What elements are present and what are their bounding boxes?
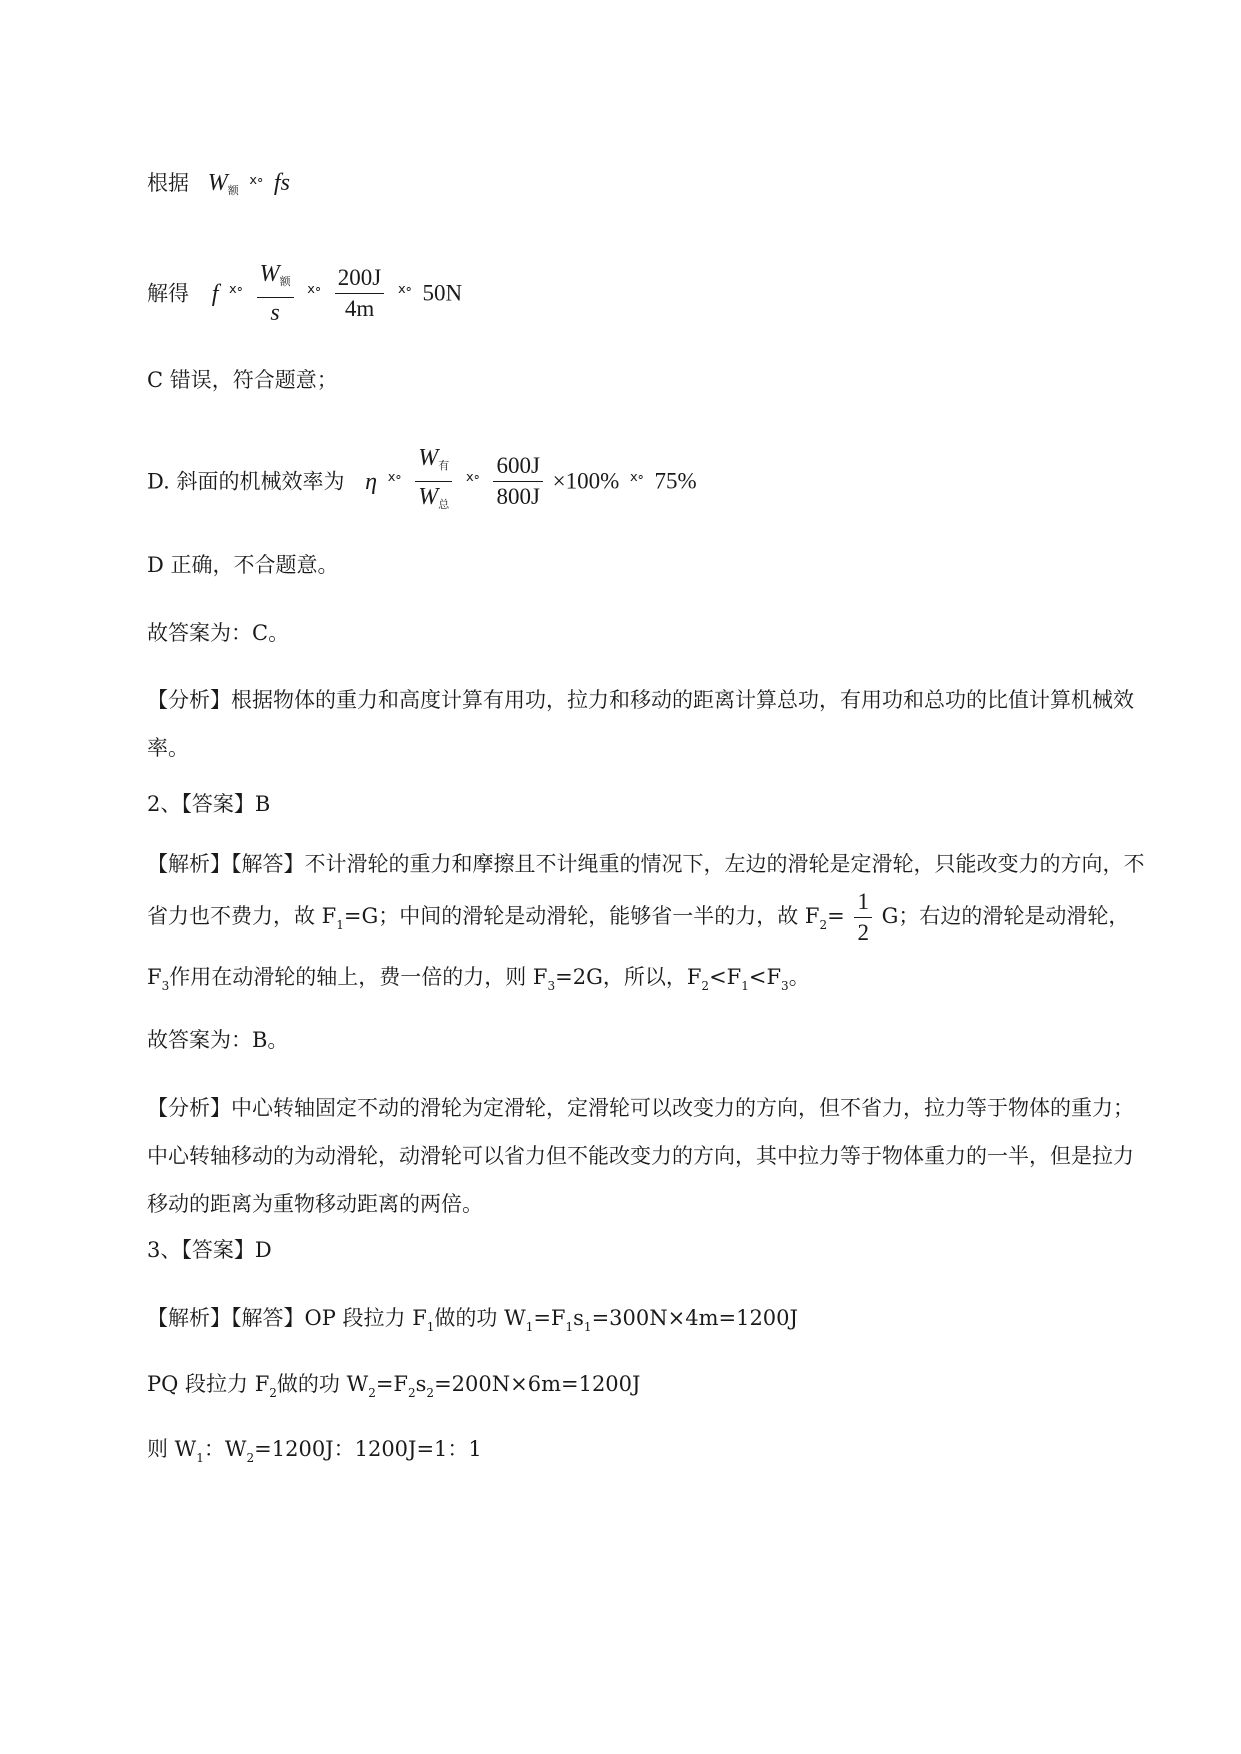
fraction-useful-over-total	[415, 446, 452, 517]
fraction-200j-over-4m	[335, 266, 384, 321]
fraction-w-over-s	[257, 262, 294, 325]
text-segment: 做的功 W	[434, 1306, 526, 1330]
equals-glyph: ⅹ∘	[249, 172, 264, 187]
subscript: 1	[196, 1451, 204, 1465]
text-segment: 。	[788, 965, 810, 989]
subscript: 2	[368, 1386, 376, 1400]
text-segment: =2G，所以，F	[555, 965, 702, 989]
text-segment: 作用在动滑轮的轴上，费一倍的力，则 F	[169, 965, 548, 989]
paragraph-d-correct: D 正确，不合题意。	[147, 553, 339, 577]
text-segment: F	[147, 965, 162, 989]
fraction-denominator: 4m	[344, 296, 375, 321]
paragraph-work-op	[147, 1306, 798, 1339]
subscript: 3	[547, 979, 556, 993]
text-segment: s	[415, 1372, 427, 1396]
text-segment: =300N×4m=1200J	[591, 1306, 798, 1330]
equals-glyph: ⅹ∘	[387, 469, 402, 484]
text-segment: PQ 段拉力 F	[147, 1372, 270, 1396]
paragraph-answer-b: 故答案为：B。	[147, 1028, 289, 1052]
text-segment: ：W	[203, 1437, 247, 1461]
fraction-numerator-subscript: 额	[279, 275, 291, 288]
subscript: 1	[583, 1320, 592, 1334]
equals-glyph: ⅹ∘	[465, 469, 480, 484]
text-segment: 做的功 W	[276, 1372, 369, 1396]
fraction-numerator-subscript: 有	[438, 459, 450, 472]
formula-prefix: D. 斜面的机械效率为	[147, 469, 345, 494]
fraction-denominator: s	[270, 300, 280, 326]
text-segment: s	[573, 1306, 584, 1330]
formula-result: 50N	[422, 280, 463, 306]
formula-rhs: fs	[273, 170, 290, 196]
symbol-w-subscript: 额	[227, 184, 239, 197]
heading-answer-2: 2、【答案】B	[147, 792, 271, 816]
text-segment: 【解析】【解答】不计滑轮的重力和摩擦且不计绳重的情况下，左边的滑轮是定滑轮，只能改变力的方向，不省力也不费力，故 F	[147, 852, 1145, 928]
formula-line-extra-work	[147, 168, 290, 203]
text-segment: G；右边的滑轮是动滑轮，	[881, 904, 1130, 928]
fraction-numerator: 1	[854, 890, 872, 918]
paragraph-answer-c: 故答案为：C。	[147, 621, 290, 645]
fraction-numerator: 200J	[335, 266, 384, 294]
fraction-numerator: W	[418, 445, 439, 471]
equals-glyph: ⅹ∘	[229, 281, 243, 296]
fraction-denominator: 2	[857, 920, 869, 945]
subscript: 1	[565, 1320, 574, 1334]
symbol-w: W	[207, 170, 228, 196]
symbol-eta: η	[365, 468, 378, 495]
paragraph-work-pq	[147, 1372, 640, 1405]
subscript: 2	[701, 979, 710, 993]
subscript: 1	[426, 1320, 435, 1334]
formula-line-solve-f	[147, 262, 462, 325]
subscript: 2	[269, 1386, 277, 1400]
formula-prefix: 根据	[147, 171, 189, 195]
symbol-f: f	[211, 280, 219, 307]
formula-multiplier: ×100%	[552, 468, 620, 494]
subscript: 2	[819, 918, 828, 932]
paragraph-c-wrong: C 错误，符合题意；	[147, 368, 338, 392]
text-segment: =F	[533, 1306, 566, 1330]
formula-result: 75%	[654, 468, 697, 494]
subscript: 2	[246, 1451, 255, 1465]
subscript: 3	[781, 979, 789, 993]
subscript: 1	[741, 979, 749, 993]
heading-answer-3: 3、【答案】D	[147, 1238, 272, 1262]
subscript: 1	[336, 918, 344, 932]
subscript: 3	[161, 979, 170, 993]
fraction-denominator: 800J	[496, 484, 540, 509]
text-segment: =1200J：1200J=1：1	[254, 1437, 482, 1461]
paragraph-explanation-2	[147, 838, 1147, 1012]
equals-glyph: ⅹ∘	[397, 281, 412, 296]
subscript: 2	[408, 1386, 416, 1400]
equals-glyph: ⅹ∘	[307, 281, 322, 296]
fraction-600j-over-800j	[493, 454, 542, 509]
subscript: 2	[426, 1386, 435, 1400]
subscript: 1	[525, 1320, 534, 1334]
paragraph-analysis-1: 【分析】根据物体的重力和高度计算有用功，拉力和移动的距离计算总功，有用功和总功的比值计算机械效率。	[147, 688, 1134, 760]
fraction-denominator: W	[418, 484, 439, 510]
fraction-denominator-subscript: 总	[438, 498, 450, 511]
paragraph-analysis-2: 【分析】中心转轴固定不动的滑轮为定滑轮，定滑轮可以改变力的方向，但不省力，拉力等于物体的重力；中心转轴移动的为动滑轮，动滑轮可以省力但不能改变力的方向，其中拉力等于物体重力的一半，但是拉力移动的距离为重物移动距离的两倍。	[147, 1096, 1134, 1216]
text-segment: <F	[748, 965, 782, 989]
fraction-numerator: 600J	[493, 454, 542, 482]
fraction-one-half	[854, 890, 872, 945]
formula-line-efficiency	[147, 446, 697, 517]
text-segment: 【解析】【解答】OP 段拉力 F	[147, 1306, 427, 1330]
text-segment: =200N×6m=1200J	[434, 1372, 641, 1396]
formula-prefix: 解得	[147, 281, 189, 306]
text-segment: 则 W	[147, 1437, 197, 1461]
text-segment: <F	[709, 965, 742, 989]
paragraph-work-ratio	[147, 1437, 482, 1470]
equals-glyph: ⅹ∘	[629, 469, 644, 484]
text-segment: =	[827, 904, 845, 928]
text-segment: =G；中间的滑轮是动滑轮，能够省一半的力，故 F	[343, 904, 820, 928]
fraction-numerator: W	[259, 261, 280, 287]
text-segment: =F	[375, 1372, 408, 1396]
